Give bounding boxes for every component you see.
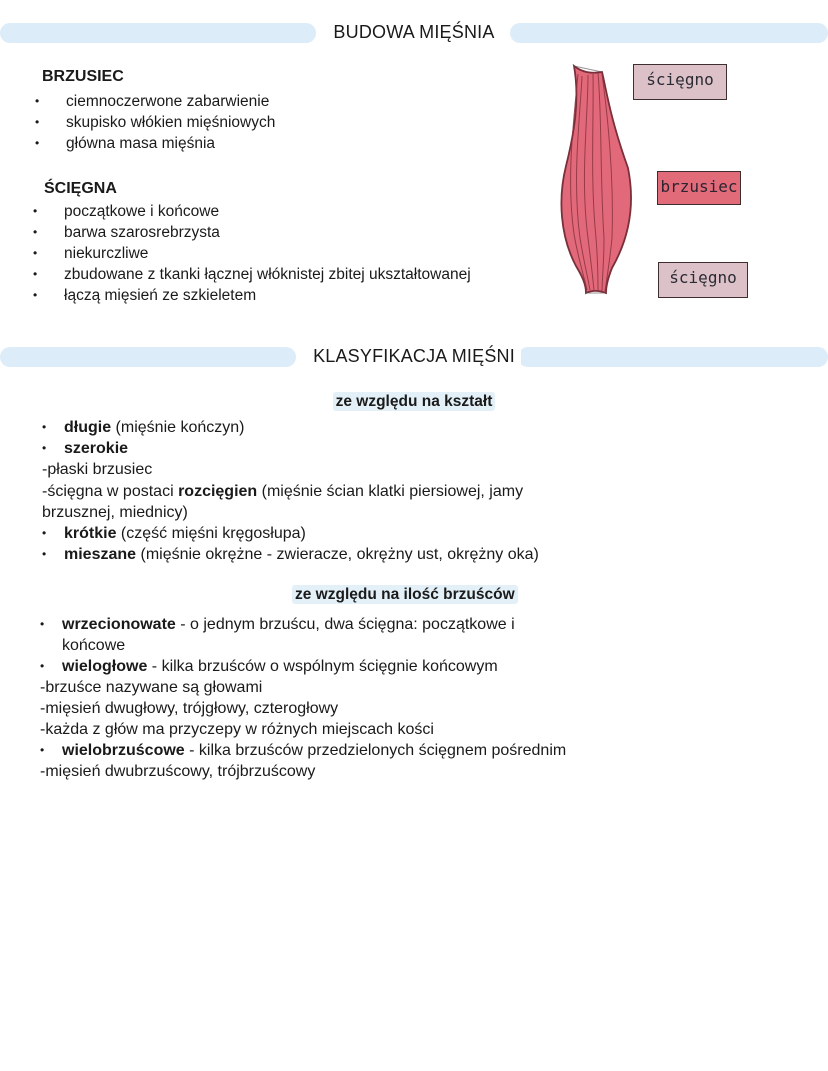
bullet-icon: • <box>33 225 38 239</box>
bullet-icon: • <box>40 659 45 673</box>
bullet-icon: • <box>33 204 38 218</box>
subheading-shape-wrap <box>0 393 828 411</box>
sciegna-item <box>33 243 149 264</box>
text-line: -mięsień dwugłowy, trójgłowy, czterogłowy <box>40 700 339 717</box>
text-line: brzusznej, miednicy) <box>42 504 188 521</box>
label-sciegno-top: ścięgno <box>633 64 727 100</box>
sciegna-item-text: barwa szarosrebrzysta <box>64 224 220 241</box>
brzusiec-item-text: główna masa mięśnia <box>66 135 216 152</box>
label-brzusiec: brzusiec <box>657 171 741 205</box>
list-item: • krótkie (część mięśni kręgosłupa) <box>42 525 306 542</box>
section-title-budowa: BUDOWA MIĘŚNIA <box>327 22 500 42</box>
bullet-icon: • <box>33 267 38 281</box>
bullet-icon: • <box>33 246 38 260</box>
text-line: -mięsień dwubrzuścowy, trójbrzuścowy <box>40 763 316 780</box>
list-item: • szerokie <box>42 440 129 457</box>
sciegna-item <box>33 222 220 243</box>
bullet-icon: • <box>35 115 40 129</box>
list-item: • wrzecionowate - o jednym brzuścu, dwa ścięgna: początkowe i <box>40 616 515 633</box>
text-line: -każda z głów ma przyczepy w różnych miejscach kości <box>40 721 434 738</box>
list-item: • mieszane (mięśnie okrężne - zwieracze, okrężny ust, okrężny oka) <box>42 546 539 563</box>
bullet-icon: • <box>42 420 47 434</box>
subheading-bellies-wrap <box>292 586 518 604</box>
bullet-icon: • <box>33 288 38 302</box>
brzusiec-item <box>35 133 216 154</box>
sciegna-item-text: łączą mięsień ze szkieletem <box>64 287 257 304</box>
sciegna-item-text: niekurczliwe <box>64 245 149 262</box>
sciegna-item <box>33 285 257 306</box>
brzusiec-heading: BRZUSIEC <box>42 68 124 85</box>
bullet-icon: • <box>42 526 47 540</box>
sciegna-item <box>33 201 220 222</box>
brzusiec-item-text: ciemnoczerwone zabarwienie <box>66 93 270 110</box>
section-banner-klasyfikacja <box>0 347 828 369</box>
brzusiec-item <box>35 91 270 112</box>
text-line: końcowe <box>62 637 126 654</box>
list-item: • wielogłowe - kilka brzuśców o wspólnym ścięgnie końcowym <box>40 658 498 675</box>
bullet-icon: • <box>40 617 45 631</box>
list-item: • długie (mięśnie kończyn) <box>42 419 245 436</box>
subheading-shape: ze względu na kształt <box>333 392 496 411</box>
section-title-klasyfikacja: KLASYFIKACJA MIĘŚNI <box>307 346 521 366</box>
label-sciegno-bottom: ścięgno <box>658 262 748 298</box>
section-banner-budowa <box>0 23 828 45</box>
brzusiec-item-text: skupisko włókien mięśniowych <box>66 114 276 131</box>
text-line: -brzuśce nazywane są głowami <box>40 679 263 696</box>
sciegna-item <box>33 264 471 285</box>
bullet-icon: • <box>42 547 47 561</box>
muscle-belly-shape <box>561 66 631 293</box>
text-line: -płaski brzusiec <box>42 461 153 478</box>
sciegna-item-text: zbudowane z tkanki łącznej włóknistej zbitej ukształtowanej <box>64 266 471 283</box>
sciegna-heading: ŚCIĘGNA <box>44 180 117 197</box>
bullet-icon: • <box>40 743 45 757</box>
bullet-icon: • <box>35 94 40 108</box>
bullet-icon: • <box>35 136 40 150</box>
bullet-icon: • <box>42 441 47 455</box>
text-line: -ścięgna w postaci rozcięgien (mięśnie ścian klatki piersiowej, jamy <box>42 483 524 500</box>
brzusiec-item <box>35 112 276 133</box>
sciegna-item-text: początkowe i końcowe <box>64 203 220 220</box>
list-item: • wielobrzuścowe - kilka brzuśców przedzielonych ścięgnem pośrednim <box>40 742 567 759</box>
subheading-bellies: ze względu na ilość brzuśców <box>292 585 518 604</box>
